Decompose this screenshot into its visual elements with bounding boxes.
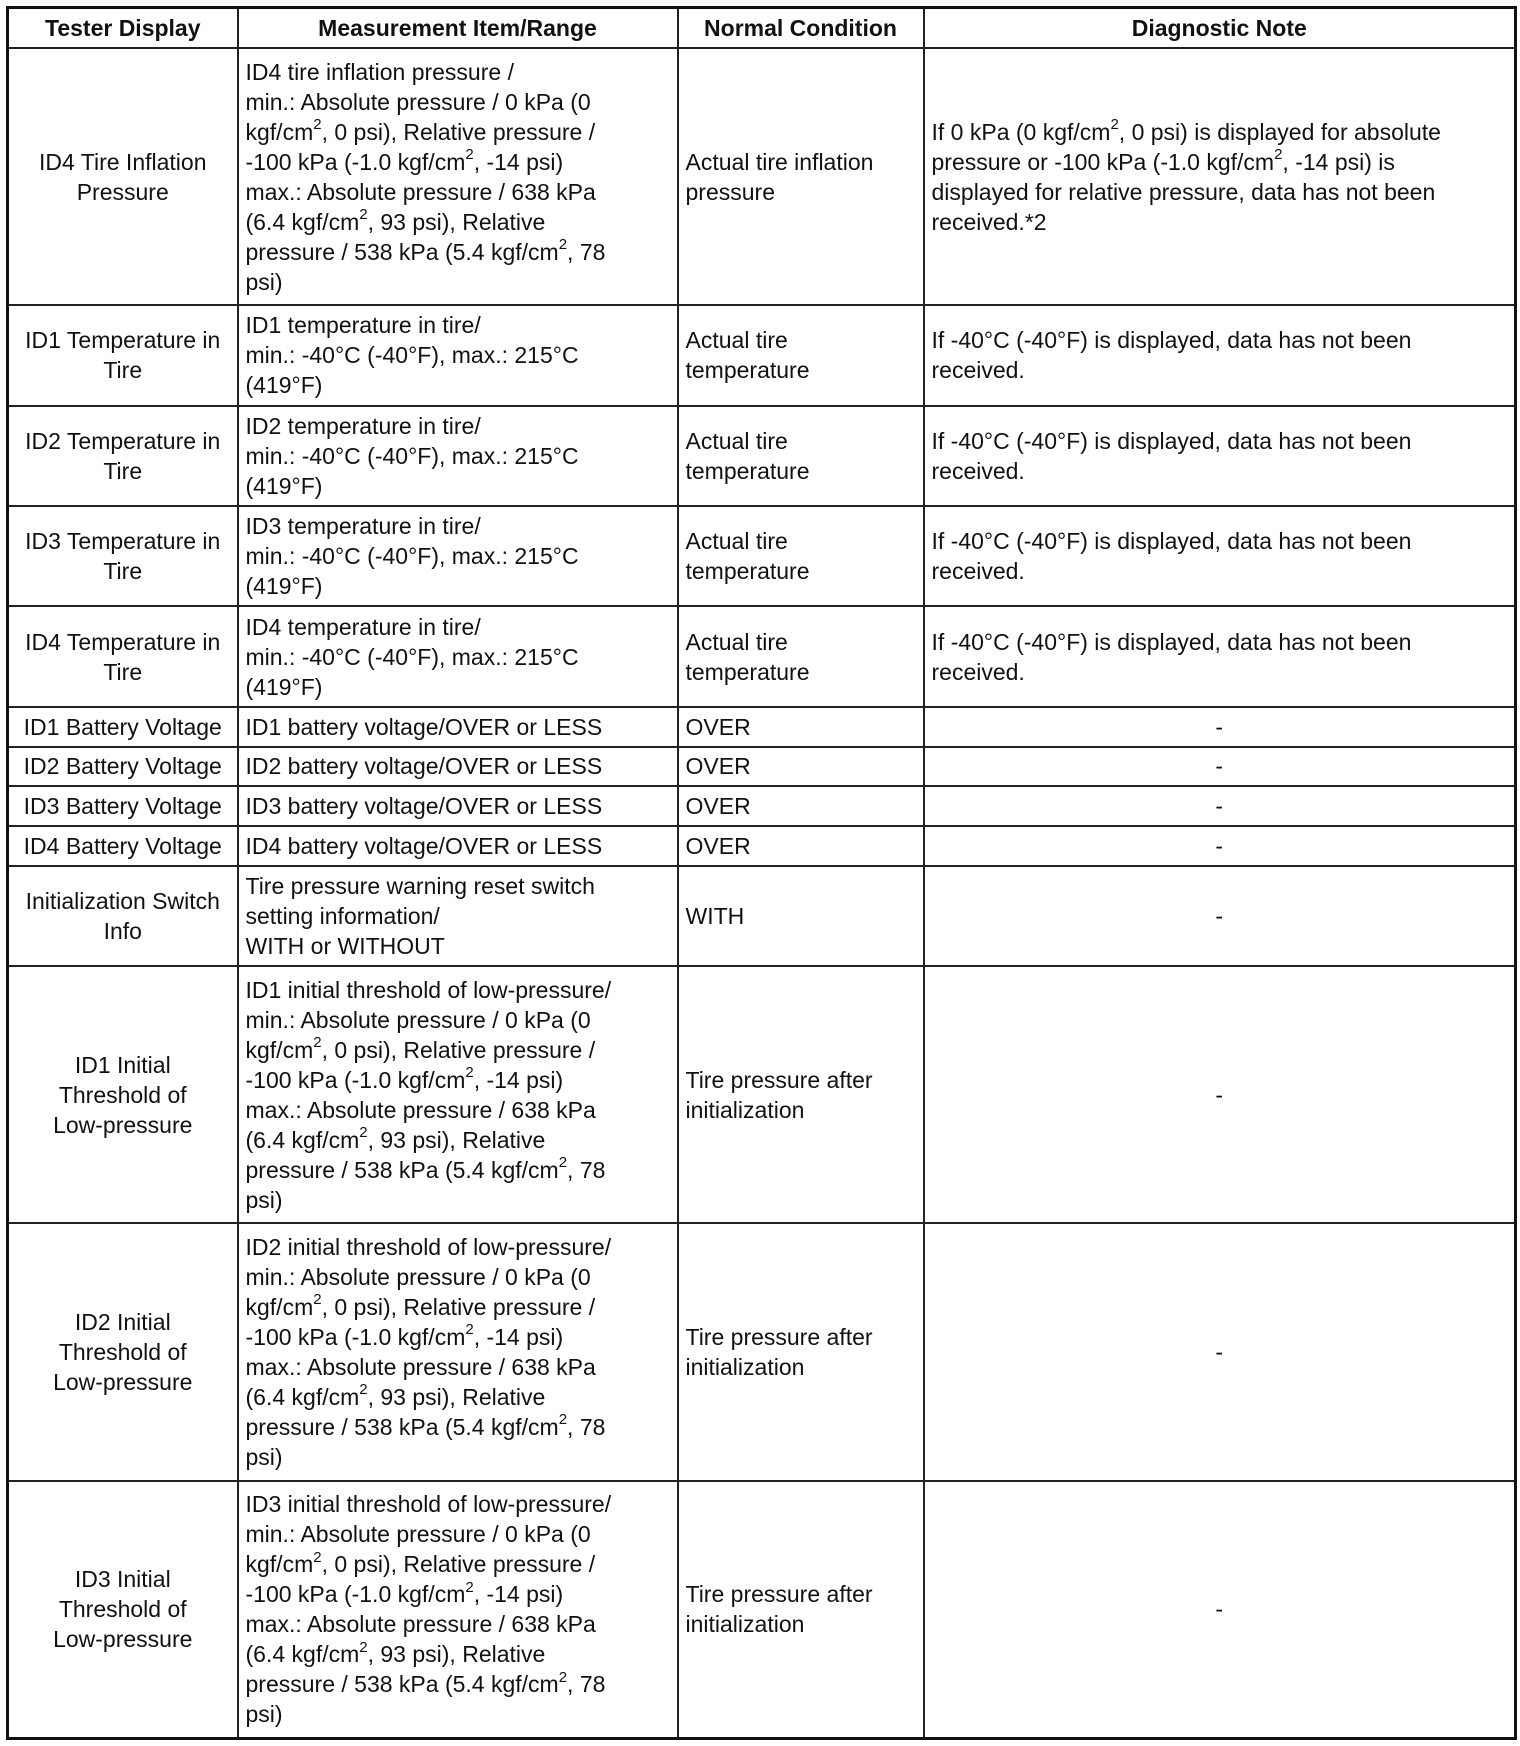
cell-line: max.: Absolute pressure / 638 kPa [245, 1096, 596, 1123]
cell-line: ID1 Initial [74, 1051, 171, 1078]
cell-line: psi) [245, 1701, 283, 1728]
cell-line: (419°F) [245, 673, 323, 700]
cell-line: Tire [103, 357, 143, 384]
cell-tester-display [8, 506, 238, 606]
cell-line: - [1215, 753, 1224, 780]
cell-line: -100 kPa (-1.0 kgf/$cm^2$, -14 psi) [245, 1578, 564, 1608]
header-diagnostic-note: Diagnostic Note [924, 8, 1516, 49]
cell-line: (6.4 kgf/$cm^2$, 93 psi), Relative [245, 205, 546, 235]
cell-line: kgf/$cm^2$, 0 psi), Relative pressure / [245, 1548, 596, 1578]
table-row [8, 826, 1516, 866]
cell-line: min.: Absolute pressure / 0 kPa (0 [245, 1264, 591, 1291]
cell-line: OVER [685, 793, 751, 820]
cell-normal-condition [678, 966, 924, 1223]
header-measurement-item-range: Measurement Item/Range [238, 8, 678, 49]
cell-normal-condition [678, 707, 924, 747]
cell-measurement-range [238, 826, 678, 866]
cell-diagnostic-note [924, 866, 1516, 966]
cell-line: Info [103, 917, 142, 944]
cell-diagnostic-note [924, 707, 1516, 747]
cell-measurement-range [238, 966, 678, 1223]
cell-tester-display [8, 305, 238, 405]
cell-line: OVER [685, 753, 751, 780]
cell-normal-condition [678, 826, 924, 866]
cell-line: If -40°C (-40°F) is displayed, data has not been [931, 327, 1412, 354]
table-row [8, 406, 1516, 506]
cell-line: initialization [685, 1354, 805, 1381]
cell-line: ID4 Battery Voltage [23, 832, 222, 859]
cell-line: Tire [103, 658, 143, 685]
cell-line: ID3 battery voltage/OVER or LESS [245, 793, 603, 820]
cell-line: - [1215, 793, 1224, 820]
cell-line: - [1215, 713, 1224, 740]
cell-line: temperature [685, 658, 810, 685]
cell-line: psi) [245, 1186, 283, 1213]
cell-line: min.: Absolute pressure / 0 kPa (0 [245, 1521, 591, 1548]
cell-diagnostic-note [924, 305, 1516, 405]
cell-diagnostic-note [924, 606, 1516, 706]
cell-line: If -40°C (-40°F) is displayed, data has not been [931, 427, 1412, 454]
cell-line: Tire pressure warning reset switch [245, 872, 595, 899]
cell-line: ID2 initial threshold of low-pressure/ [245, 1234, 612, 1261]
cell-line: ID2 battery voltage/OVER or LESS [245, 753, 603, 780]
cell-line: If -40°C (-40°F) is displayed, data has not been [931, 528, 1412, 555]
table-row [8, 305, 1516, 405]
cell-line: kgf/$cm^2$, 0 psi), Relative pressure / [245, 1291, 596, 1321]
cell-measurement-range [238, 48, 678, 305]
cell-tester-display [8, 966, 238, 1223]
cell-diagnostic-note [924, 406, 1516, 506]
cell-tester-display [8, 826, 238, 866]
cell-tester-display [8, 1223, 238, 1480]
cell-line: (6.4 kgf/$cm^2$, 93 psi), Relative [245, 1381, 546, 1411]
cell-normal-condition [678, 1481, 924, 1739]
cell-line: temperature [685, 357, 810, 384]
cell-line: pressure / 538 kPa (5.4 kgf/$cm^2$, 78 [245, 1668, 606, 1698]
cell-line: Actual tire [685, 427, 788, 454]
cell-line: temperature [685, 558, 810, 585]
cell-line: (419°F) [245, 472, 323, 499]
cell-diagnostic-note [924, 747, 1516, 787]
cell-line: pressure or -100 kPa (-1.0 kgf/$cm^2$, -14 psi) is [931, 145, 1395, 175]
cell-line: (6.4 kgf/$cm^2$, 93 psi), Relative [245, 1638, 546, 1668]
cell-line: max.: Absolute pressure / 638 kPa [245, 1354, 596, 1381]
cell-line: pressure / 538 kPa (5.4 kgf/$cm^2$, 78 [245, 1154, 606, 1183]
cell-line: ID1 battery voltage/OVER or LESS [245, 713, 603, 740]
table-body [8, 48, 1516, 1739]
cell-line: - [1215, 1339, 1224, 1366]
cell-line: Tire pressure after [685, 1581, 873, 1608]
cell-line: initialization [685, 1096, 805, 1123]
cell-measurement-range [238, 305, 678, 405]
cell-line: max.: Absolute pressure / 638 kPa [245, 178, 596, 205]
cell-measurement-range [238, 406, 678, 506]
cell-tester-display [8, 707, 238, 747]
cell-tester-display [8, 747, 238, 787]
cell-line: Low-pressure [53, 1111, 193, 1138]
cell-line: ID2 Initial [74, 1309, 171, 1336]
cell-line: min.: -40°C (-40°F), max.: 215°C [245, 543, 579, 570]
cell-measurement-range [238, 506, 678, 606]
cell-line: Actual tire [685, 628, 788, 655]
cell-line: Threshold of [58, 1339, 187, 1366]
cell-line: Actual tire [685, 528, 788, 555]
cell-line: ID1 initial threshold of low-pressure/ [245, 976, 612, 1003]
cell-line: received. [931, 457, 1025, 484]
cell-normal-condition [678, 305, 924, 405]
cell-line: If -40°C (-40°F) is displayed, data has not been [931, 628, 1412, 655]
cell-line: min.: Absolute pressure / 0 kPa (0 [245, 1006, 591, 1033]
cell-line: - [1215, 1081, 1224, 1108]
cell-line: psi) [245, 268, 283, 295]
cell-line: WITH or WITHOUT [245, 932, 445, 959]
table-row [8, 866, 1516, 966]
cell-line: min.: -40°C (-40°F), max.: 215°C [245, 342, 579, 369]
cell-line: ID2 Battery Voltage [23, 753, 222, 780]
cell-normal-condition [678, 406, 924, 506]
cell-line: received.*2 [931, 208, 1047, 235]
cell-line: ID4 Tire Inflation [39, 148, 207, 175]
table-row [8, 747, 1516, 787]
cell-line: - [1215, 832, 1224, 859]
cell-line: ID2 Temperature in [25, 427, 221, 454]
cell-measurement-range [238, 606, 678, 706]
cell-line: Actual tire inflation [685, 148, 874, 175]
cell-line: kgf/$cm^2$, 0 psi), Relative pressure / [245, 115, 596, 145]
table-row [8, 606, 1516, 706]
cell-measurement-range [238, 1481, 678, 1739]
cell-line: (419°F) [245, 573, 323, 600]
cell-line: ID1 Battery Voltage [23, 713, 222, 740]
cell-line: received. [931, 558, 1025, 585]
cell-diagnostic-note [924, 966, 1516, 1223]
cell-tester-display [8, 606, 238, 706]
cell-normal-condition [678, 747, 924, 787]
table-row [8, 966, 1516, 1223]
table-row [8, 786, 1516, 826]
cell-diagnostic-note [924, 506, 1516, 606]
cell-measurement-range [238, 747, 678, 787]
cell-line: psi) [245, 1444, 283, 1471]
cell-line: WITH [685, 902, 745, 929]
cell-line: ID4 temperature in tire/ [245, 613, 481, 640]
cell-line: ID4 tire inflation pressure / [245, 58, 514, 85]
cell-line: -100 kPa (-1.0 kgf/$cm^2$, -14 psi) [245, 145, 564, 175]
cell-line: pressure [685, 178, 775, 205]
cell-normal-condition [678, 606, 924, 706]
cell-tester-display [8, 1481, 238, 1739]
cell-line: displayed for relative pressure, data has not been [931, 178, 1436, 205]
cell-line: OVER [685, 832, 751, 859]
cell-normal-condition [678, 866, 924, 966]
cell-line: ID1 temperature in tire/ [245, 312, 481, 339]
cell-tester-display [8, 786, 238, 826]
cell-line: Tire [103, 457, 143, 484]
cell-line: -100 kPa (-1.0 kgf/$cm^2$, -14 psi) [245, 1064, 564, 1093]
header-tester-display: Tester Display [8, 8, 238, 49]
cell-line: temperature [685, 457, 810, 484]
cell-line: pressure / 538 kPa (5.4 kgf/$cm^2$, 78 [245, 1411, 606, 1441]
cell-line: ID3 temperature in tire/ [245, 513, 481, 540]
diagnostic-data-table [6, 6, 1517, 1740]
cell-normal-condition [678, 48, 924, 305]
cell-line: - [1215, 902, 1224, 929]
cell-measurement-range [238, 866, 678, 966]
cell-line: ID4 Temperature in [25, 628, 221, 655]
cell-line: Threshold of [58, 1596, 187, 1623]
cell-line: OVER [685, 713, 751, 740]
table-row [8, 48, 1516, 305]
cell-line: received. [931, 357, 1025, 384]
cell-normal-condition [678, 506, 924, 606]
cell-line: - [1215, 1596, 1224, 1623]
cell-line: min.: -40°C (-40°F), max.: 215°C [245, 643, 579, 670]
table-row [8, 1223, 1516, 1480]
cell-measurement-range [238, 786, 678, 826]
table-row [8, 1481, 1516, 1739]
cell-tester-display [8, 48, 238, 305]
cell-line: ID1 Temperature in [25, 327, 221, 354]
cell-tester-display [8, 866, 238, 966]
cell-line: received. [931, 658, 1025, 685]
cell-line: (419°F) [245, 372, 323, 399]
table-header-row [8, 8, 1516, 49]
cell-line: initialization [685, 1611, 805, 1638]
cell-line: Actual tire [685, 327, 788, 354]
cell-line: ID3 Battery Voltage [23, 793, 222, 820]
cell-line: Low-pressure [53, 1626, 193, 1653]
cell-line: Threshold of [58, 1081, 187, 1108]
cell-line: Low-pressure [53, 1369, 193, 1396]
table-row [8, 707, 1516, 747]
cell-line: Tire pressure after [685, 1066, 873, 1093]
cell-line: Tire [103, 558, 143, 585]
cell-line: ID3 Initial [74, 1566, 171, 1593]
cell-line: ID2 temperature in tire/ [245, 412, 481, 439]
header-normal-condition: Normal Condition [678, 8, 924, 49]
cell-normal-condition [678, 786, 924, 826]
cell-line: min.: -40°C (-40°F), max.: 215°C [245, 442, 579, 469]
cell-line: pressure / 538 kPa (5.4 kgf/$cm^2$, 78 [245, 235, 606, 265]
cell-diagnostic-note [924, 1223, 1516, 1480]
cell-line: ID3 Temperature in [25, 528, 221, 555]
cell-diagnostic-note [924, 786, 1516, 826]
cell-line: ID3 initial threshold of low-pressure/ [245, 1491, 612, 1518]
cell-line: (6.4 kgf/$cm^2$, 93 psi), Relative [245, 1124, 546, 1153]
table-row [8, 506, 1516, 606]
cell-normal-condition [678, 1223, 924, 1480]
cell-line: min.: Absolute pressure / 0 kPa (0 [245, 88, 591, 115]
cell-line: setting information/ [245, 902, 440, 929]
cell-line: -100 kPa (-1.0 kgf/$cm^2$, -14 psi) [245, 1321, 564, 1351]
cell-line: Tire pressure after [685, 1324, 873, 1351]
cell-tester-display [8, 406, 238, 506]
cell-diagnostic-note [924, 826, 1516, 866]
cell-diagnostic-note [924, 48, 1516, 305]
cell-line: If 0 kPa (0 kgf/$cm^2$, 0 psi) is displayed for absolute [931, 115, 1441, 145]
cell-line: Initialization Switch [25, 887, 220, 914]
cell-line: max.: Absolute pressure / 638 kPa [245, 1611, 596, 1638]
cell-line: ID4 battery voltage/OVER or LESS [245, 832, 603, 859]
cell-line: Pressure [76, 178, 169, 205]
cell-measurement-range [238, 1223, 678, 1480]
cell-measurement-range [238, 707, 678, 747]
cell-line: kgf/$cm^2$, 0 psi), Relative pressure / [245, 1034, 596, 1063]
cell-diagnostic-note [924, 1481, 1516, 1739]
